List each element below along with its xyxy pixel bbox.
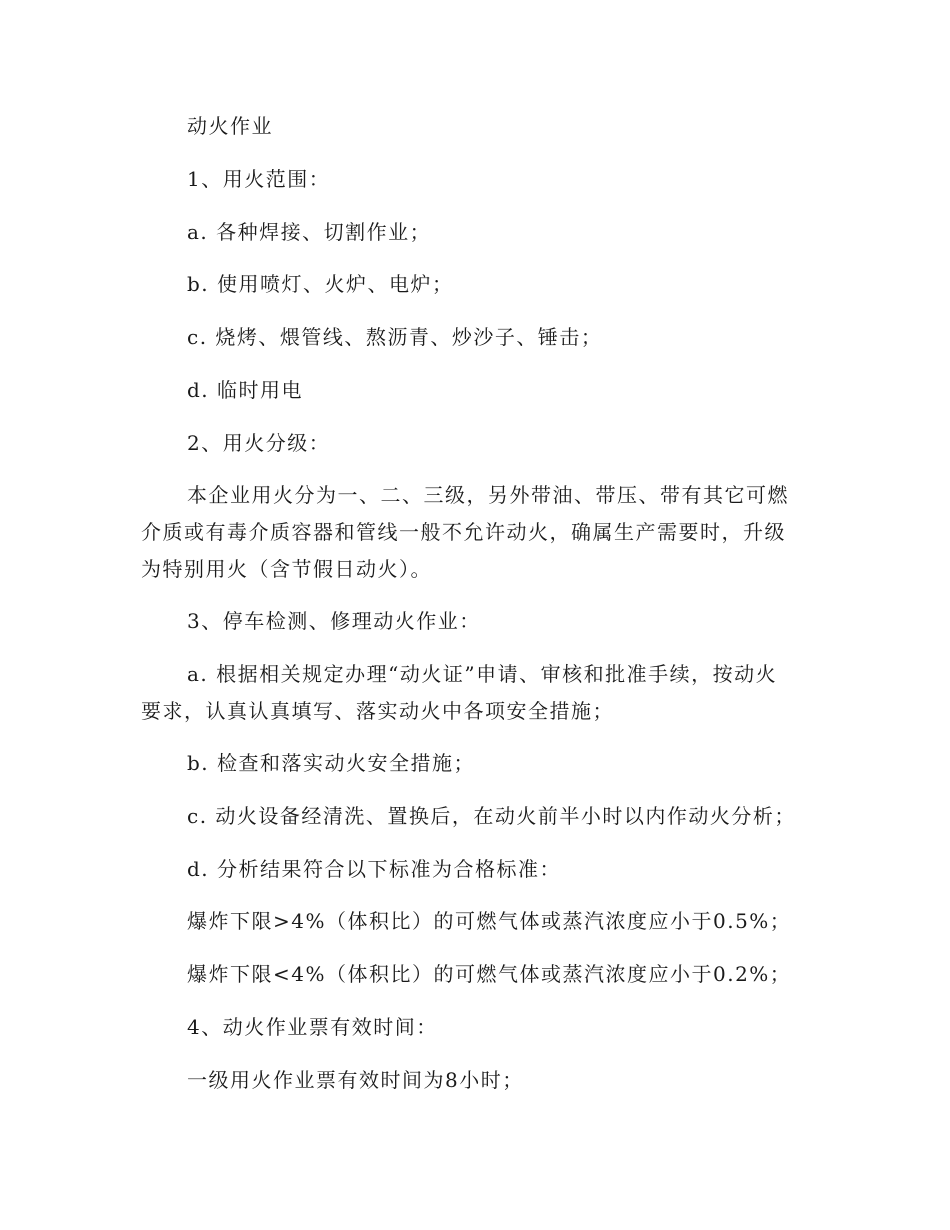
section-3-item-d: d. 分析结果符合以下标准为合格标准：	[187, 857, 562, 881]
section-3-heading: 3、停车检测、修理动火作业：	[187, 609, 481, 633]
section-3-standard-2: 爆炸下限<4%（体积比）的可燃气体或蒸汽浓度应小于0.2%；	[187, 962, 792, 986]
section-3-item-b: b. 检查和落实动火安全措施；	[187, 751, 476, 775]
section-3-item-a-line-1: a. 根据相关规定办理“动火证”申请、审核和批准手续，按动火	[187, 662, 778, 686]
section-1-item-d: d. 临时用电	[187, 378, 304, 402]
section-1-item-a: a. 各种焊接、切割作业；	[187, 220, 432, 244]
section-1-heading: 1、用火范围：	[187, 167, 331, 191]
section-2-heading: 2、用火分级：	[187, 431, 331, 455]
section-3-standard-1: 爆炸下限>4%（体积比）的可燃气体或蒸汽浓度应小于0.5%；	[187, 909, 792, 933]
section-2-paragraph-line-2: 介质或有毒介质容器和管线一般不允许动火，确属生产需要时，升级	[141, 520, 786, 544]
section-2-paragraph-line-1: 本企业用火分为一、二、三级，另外带油、带压、带有其它可燃	[187, 483, 789, 507]
section-4-line-1: 一级用火作业票有效时间为8小时；	[187, 1068, 524, 1092]
section-2-paragraph-line-3: 为特别用火（含节假日动火）。	[141, 557, 432, 581]
section-1-item-c: c. 烧烤、煨管线、熬沥青、炒沙子、锤击；	[187, 325, 603, 349]
section-1-item-b: b. 使用喷灯、火炉、电炉；	[187, 272, 454, 296]
section-4-heading: 4、动火作业票有效时间：	[187, 1015, 438, 1039]
document-title: 动火作业	[187, 114, 273, 138]
section-3-item-a-line-2: 要求，认真认真填写、落实动火中各项安全措施；	[141, 699, 614, 723]
section-3-item-c: c. 动火设备经清洗、置换后，在动火前半小时以内作动火分析；	[187, 804, 796, 828]
